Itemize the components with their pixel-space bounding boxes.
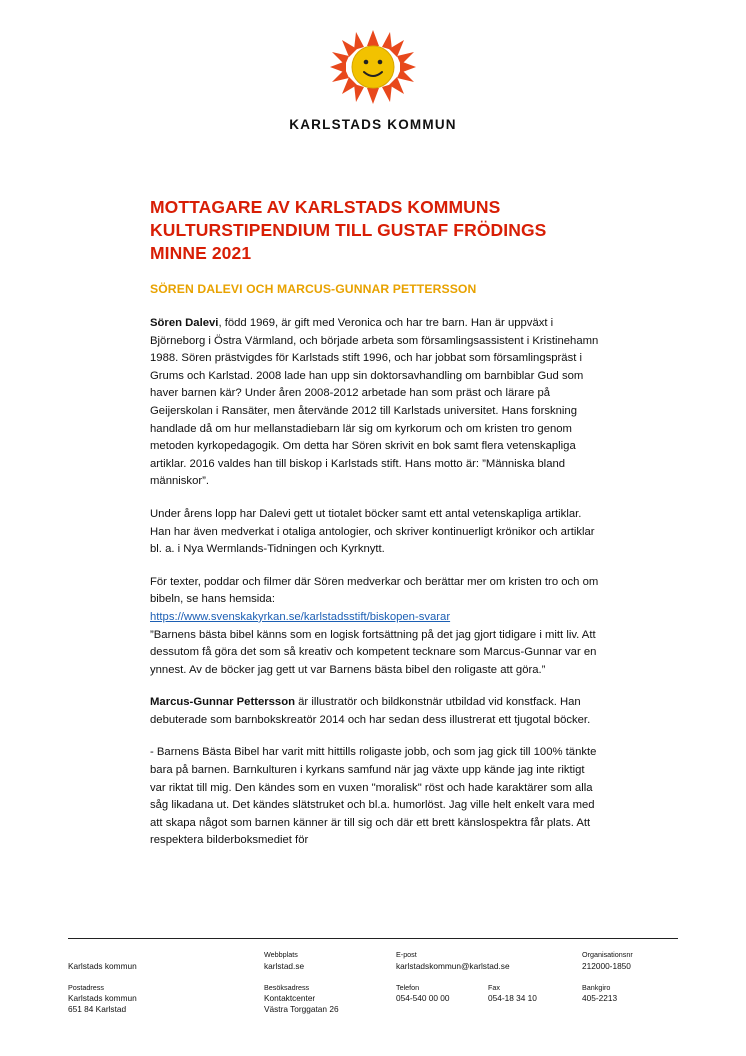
footer-cell-postal [68, 983, 264, 1015]
footer-value-postal-1: Karlstads kommun [68, 993, 137, 1004]
website-link[interactable]: https://www.svenskakyrkan.se/karlstadsstift/biskopen-svarar [150, 610, 451, 623]
website-link-wrap [150, 609, 600, 627]
paragraph-website-intro: För texter, poddar och filmer där Sören medverkar och berättar mer om kristen tro och om bibeln, se hans hemsida: [150, 575, 599, 606]
footer-label-bankgiro: Bankgiro [582, 982, 611, 992]
footer-cell-blank [488, 950, 582, 972]
footer-label-fax: Fax [488, 982, 500, 992]
footer-value-phone: 054-540 00 00 [396, 993, 450, 1004]
footer-label-visiting: Besöksadress [264, 982, 310, 992]
footer-value-bankgiro: 405-2213 [582, 993, 618, 1004]
footer-cell-fax [488, 983, 582, 1015]
lead-name-pettersson: Marcus-Gunnar Pettersson [150, 696, 296, 709]
footer-label-orgnr: Organisationsnr [582, 950, 633, 959]
footer-label-email: E-post [396, 950, 417, 959]
footer-row-primary [68, 950, 678, 972]
footer-label-website: Webbplats [264, 950, 298, 959]
footer [68, 950, 678, 1014]
footer-label-blank-2 [488, 950, 582, 961]
footer-value-fax: 054-18 34 10 [488, 993, 537, 1004]
paragraph-pettersson-quote: - Barnens Bästa Bibel har varit mitt hittills roligaste jobb, och som jag gick till 100% tänkte bara på barnen. Barnkulturen i kyrkans samfund när jag växte upp kände jag inte riktigt var riktat till mig. Den kändes som en vuxen "moralisk" röst och hade karaktärer som alla såg likadana ut. Det kändes slätstruket och bl.a. humorlöst. Jag ville helt enkelt vara med att skapa något som barnen känner är till sig och där ett brett känslospektra får plats. Att respektera bilderboksmediet för [150, 746, 597, 847]
page-subtitle: SÖREN DALEVI OCH MARCUS-GUNNAR PETTERSSON [150, 282, 477, 296]
footer-cell-visiting [264, 983, 396, 1015]
footer-divider [68, 938, 678, 939]
footer-label-postal: Postadress [68, 982, 104, 992]
footer-cell-bankgiro [582, 983, 678, 1015]
footer-cell-phone [396, 983, 488, 1015]
paragraph-dalevi-books: Under årens lopp har Dalevi gett ut tiotalet böcker samt ett antal vetenskapliga artiklar. Han har även medverkat i otaliga antologier, och skriver kontinuerligt krönikor och artiklar bl. a. i Nya Wermlands-Tidningen och Kyrknytt. [150, 507, 595, 556]
footer-cell-orgnr [582, 950, 678, 972]
footer-value-website: karlstad.se [264, 961, 305, 971]
logo-block [0, 30, 746, 132]
page-title: MOTTAGARE AV KARLSTADS KOMMUNS KULTURSTIPENDIUM TILL GUSTAF FRÖDINGS MINNE 2021 [150, 197, 547, 263]
logo-organization-name: KARLSTADS KOMMUN [289, 117, 457, 132]
footer-value-orgnr: 212000-1850 [582, 961, 631, 971]
footer-value-postal-2: 651 84 Karlstad [68, 1003, 127, 1014]
footer-cell-website [264, 950, 396, 972]
paragraph-pettersson-bio [150, 694, 600, 729]
sun-face-icon [330, 30, 416, 104]
paragraph-dalevi-quote: ”Barnens bästa bibel känns som en logisk fortsättning på det jag gjort tidigare i mitt liv. Att dessutom få göra det som så kreativ och kompetent tecknare som Marcus-Gunnar var en ynnest. Av de böcker jag gett ut var Barnens bästa bibel den roligaste att göra.” [150, 628, 597, 676]
lead-name-dalevi: Sören Dalevi [150, 317, 219, 329]
document-content [150, 196, 600, 865]
footer-value-organization: Karlstads kommun [68, 961, 137, 971]
footer-value-email: karlstadskommun@karlstad.se [396, 961, 510, 971]
paragraph-dalevi-body: , född 1969, är gift med Veronica och har tre barn. Han är uppväxt i Björneborg i Östra Värmland, och började arbeta som församlingsassistent i Kristinehamn 1988. Sören prästvigdes för Karlstads stift 1996, och har jobbat som församlingspräst i Grums och Karlstad. 2008 lade han upp sin doktorsavhandling om barnbiblar Gud som haver barnen kär? Under åren 2008-2012 arbetade han som präst och lärare på Geijerskolan i Ransäter, men återvände 2012 till Karlstads universitet. Hans forskning handlade då om hur mellanstadiebarn lär sig om kyrkorum och om kristen tro genom metoden kyrkopedagogik. Om detta har Sören skrivit en bok samt flera vetenskapliga artiklar. 2016 valdes han till biskop i Karlstads stift. Hans motto är: ”Människa bland människor”. [150, 317, 599, 488]
footer-row-secondary [68, 983, 678, 1015]
footer-cell-email [396, 950, 510, 972]
footer-cell-name [68, 950, 264, 972]
footer-value-visiting-2: Västra Torggatan 26 [264, 1003, 339, 1014]
paragraph-dalevi-bio [150, 315, 600, 491]
footer-label-phone: Telefon [396, 982, 420, 992]
paragraph-pettersson-body: är illustratör och bildkonstnär utbildad vid konstfack. Han debuterade som barnbokskreatör 2014 och har sedan dess illustrerat ett tjugotal böcker. [150, 696, 591, 726]
footer-value-visiting-1: Kontaktcenter [264, 993, 316, 1004]
footer-label-blank-1 [68, 950, 264, 961]
